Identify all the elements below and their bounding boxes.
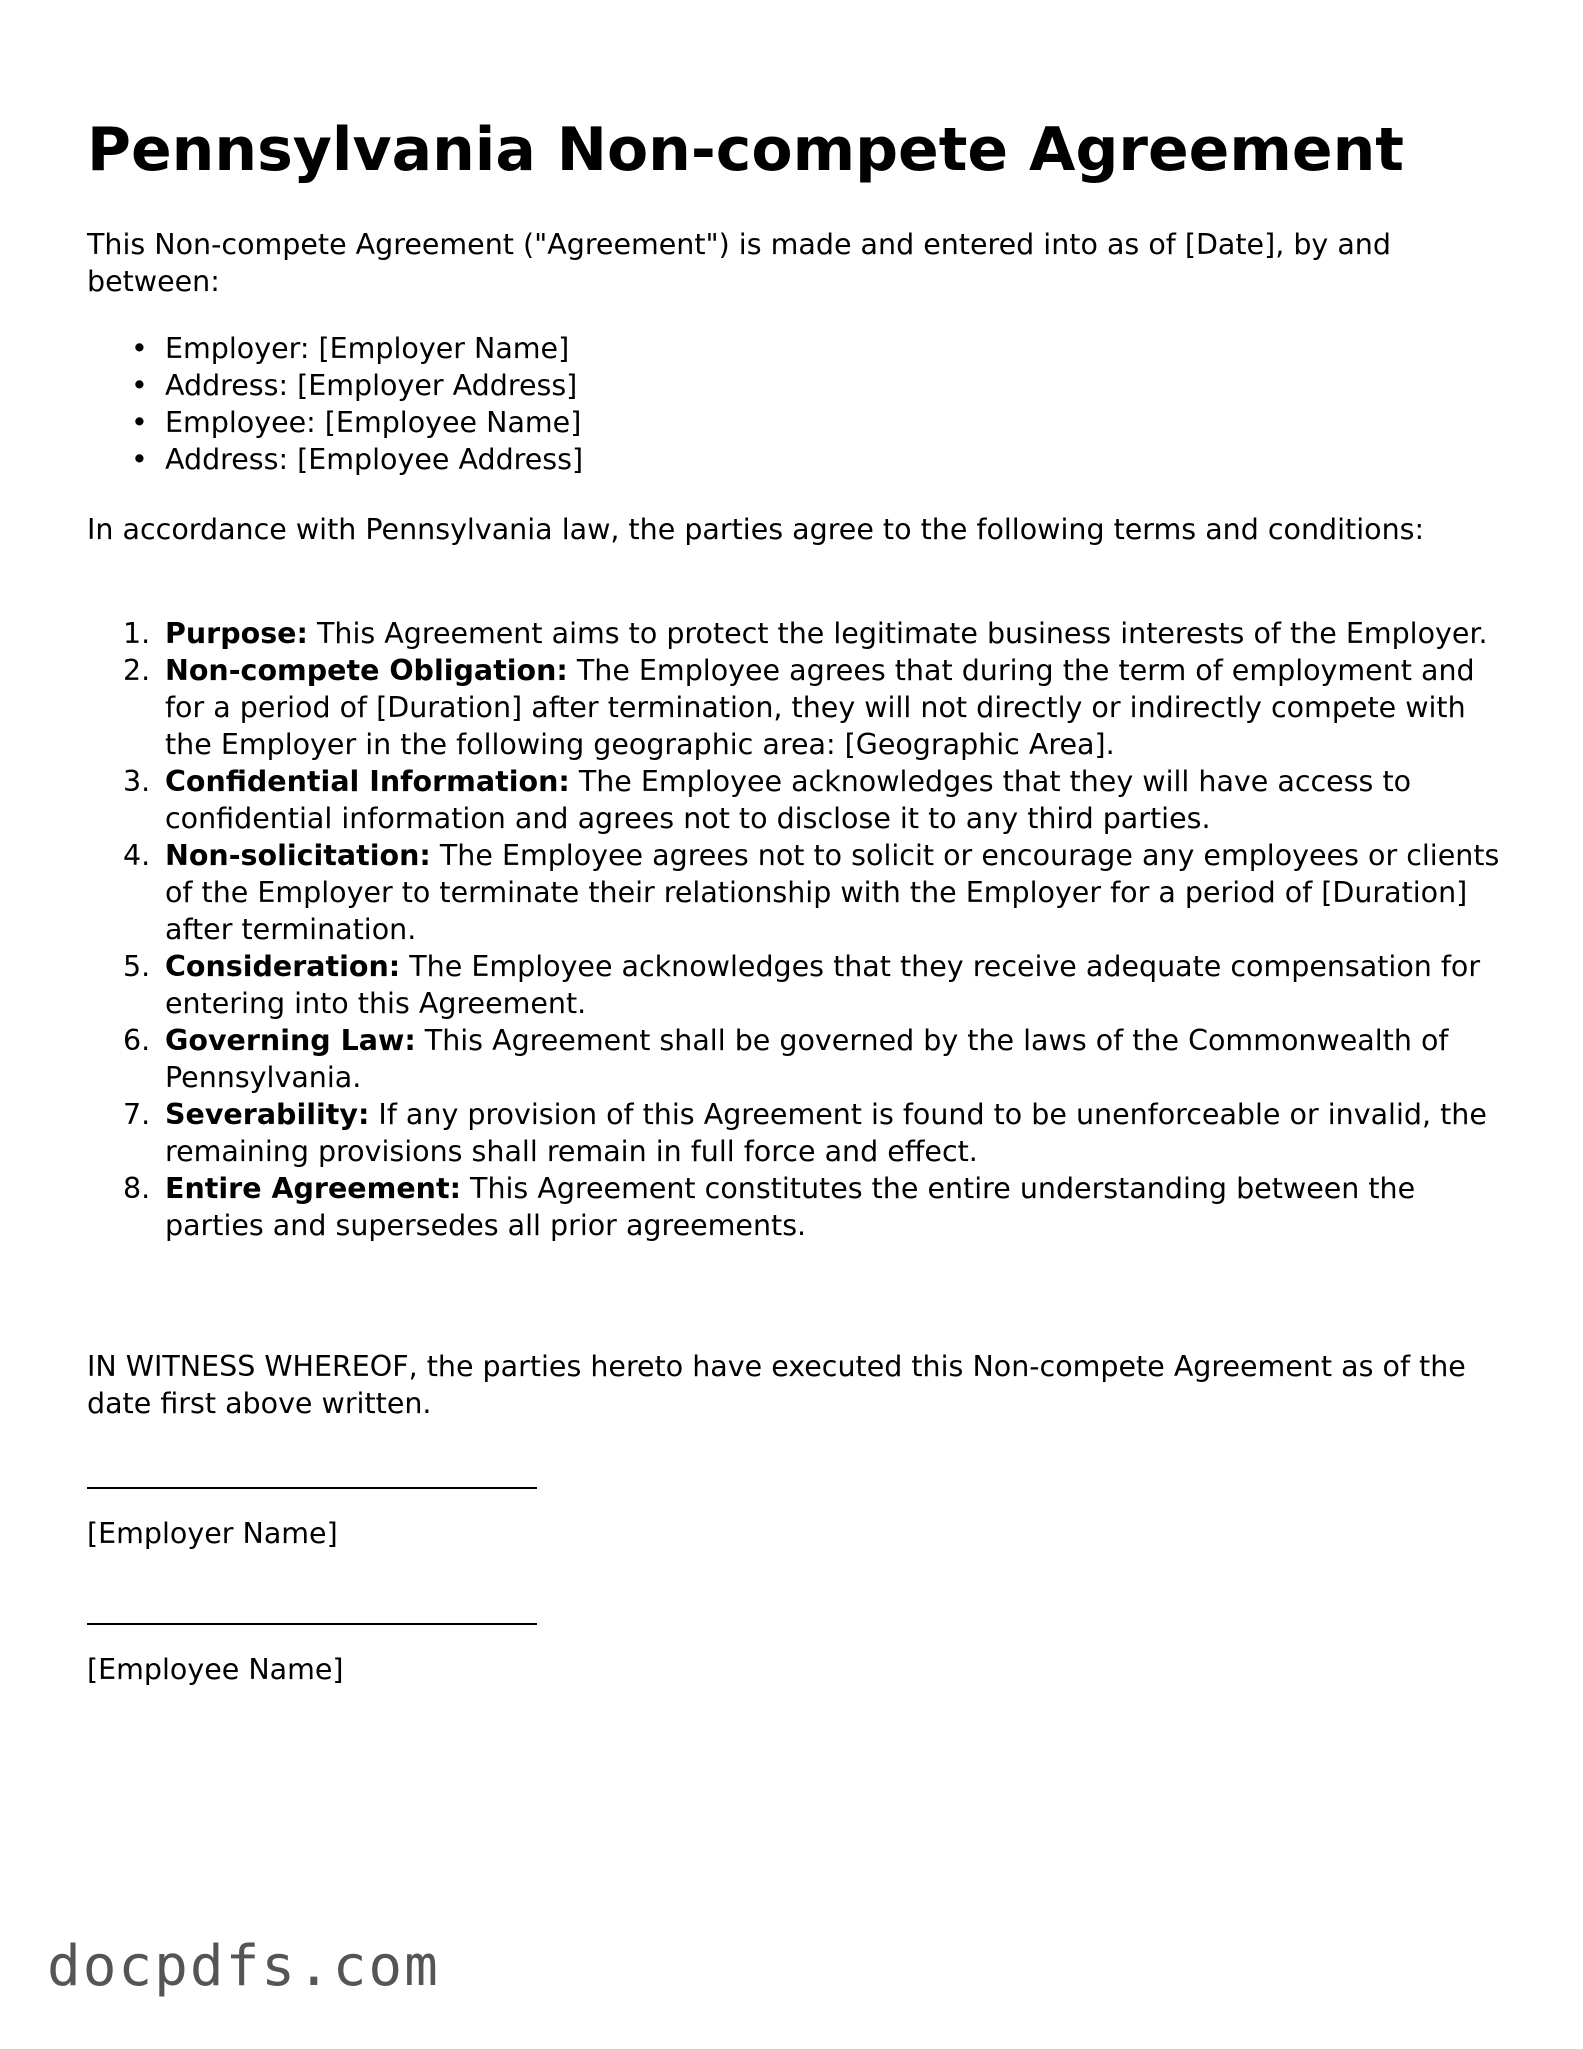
witness-paragraph: IN WITNESS WHEREOF, the parties hereto have executed this Non-compete Agreement as of the date first above written.	[87, 1350, 1466, 1420]
term-item: 2. Non-compete Obligation: The Employee agrees that during the term of employment and for a period of [Duration] after termination, they will not directly or indirectly compete with the Employer in the following geographic area: [Geographic Area].	[123, 654, 1475, 761]
term-title: Consideration:	[165, 950, 401, 983]
list-item: • Employer: [Employer Name]	[131, 332, 570, 365]
bullet-icon: •	[131, 332, 148, 365]
intro-paragraph: This Non-compete Agreement ("Agreement") is made and entered into as of [Date], by and between:	[87, 228, 1391, 298]
term-title: Governing Law:	[165, 1024, 416, 1057]
term-text: The Employee acknowledges that they will have access to confidential information and agrees not to disclose it to any third parties.	[165, 765, 1412, 835]
term-text: This Agreement constitutes the entire understanding between the parties and supersedes all prior agreements.	[165, 1172, 1416, 1242]
document-title: Pennsylvania Non-compete Agreement	[87, 115, 1404, 185]
term-title: Entire Agreement:	[165, 1172, 461, 1205]
term-title: Non-compete Obligation:	[165, 654, 568, 687]
bullet-icon: •	[131, 406, 148, 439]
term-item: 1. Purpose: This Agreement aims to protect the legitimate business interests of the Employer.	[123, 617, 1488, 650]
bullet-icon: •	[131, 369, 148, 402]
list-item: • Address: [Employee Address]	[131, 443, 584, 476]
term-item: 5. Consideration: The Employee acknowledges that they receive adequate compensation for entering into this Agreement.	[123, 950, 1481, 1020]
list-item: • Employee: [Employee Name]	[131, 406, 582, 439]
employee-signature-name: [Employee Name]	[87, 1653, 344, 1686]
accordance-paragraph: In accordance with Pennsylvania law, the parties agree to the following terms and conditions:	[87, 513, 1425, 546]
list-item: • Address: [Employer Address]	[131, 369, 578, 402]
employer-signature-line	[87, 1487, 537, 1489]
bullet-icon: •	[131, 443, 148, 476]
term-text: This Agreement shall be governed by the laws of the Commonwealth of Pennsylvania.	[165, 1024, 1449, 1094]
term-title: Non-solicitation:	[165, 839, 431, 872]
term-item: 4. Non-solicitation: The Employee agrees not to solicit or encourage any employees or clients of the Employer to terminate their relationship with the Employer for a period of [Duration] after termination.	[123, 839, 1500, 946]
term-item: 3. Confidential Information: The Employee acknowledges that they will have access to confidential information and agrees not to disclose it to any third parties.	[123, 765, 1412, 835]
employee-signature-line	[87, 1623, 537, 1625]
term-text: The Employee acknowledges that they receive adequate compensation for entering into this Agreement.	[165, 950, 1481, 1020]
term-item: 8. Entire Agreement: This Agreement constitutes the entire understanding between the parties and supersedes all prior agreements.	[123, 1172, 1416, 1242]
term-text: The Employee agrees not to solicit or encourage any employees or clients of the Employer to terminate their relationship with the Employer for a period of [Duration] after termination.	[165, 839, 1500, 946]
parties-list	[87, 330, 583, 478]
watermark-logo: docpdfs.com	[47, 1934, 440, 1999]
term-text: The Employee agrees that during the term of employment and for a period of [Duration] after termination, they will not directly or indirectly compete with the Employer in the following geographic area: [Geographic Area].	[165, 654, 1475, 761]
term-item: 6. Governing Law: This Agreement shall be governed by the laws of the Commonwealth of Pennsylvania.	[123, 1024, 1449, 1094]
term-title: Severability:	[165, 1098, 370, 1131]
employer-signature-name: [Employer Name]	[87, 1517, 338, 1550]
term-title: Purpose:	[165, 617, 308, 650]
term-title: Confidential Information:	[165, 765, 570, 798]
term-text: If any provision of this Agreement is found to be unenforceable or invalid, the remaining provisions shall remain in full force and effect.	[165, 1098, 1487, 1168]
terms-list	[87, 615, 1507, 1244]
term-item: 7. Severability: If any provision of this Agreement is found to be unenforceable or invalid, the remaining provisions shall remain in full force and effect.	[123, 1098, 1487, 1168]
term-text: This Agreement aims to protect the legitimate business interests of the Employer.	[316, 617, 1488, 650]
